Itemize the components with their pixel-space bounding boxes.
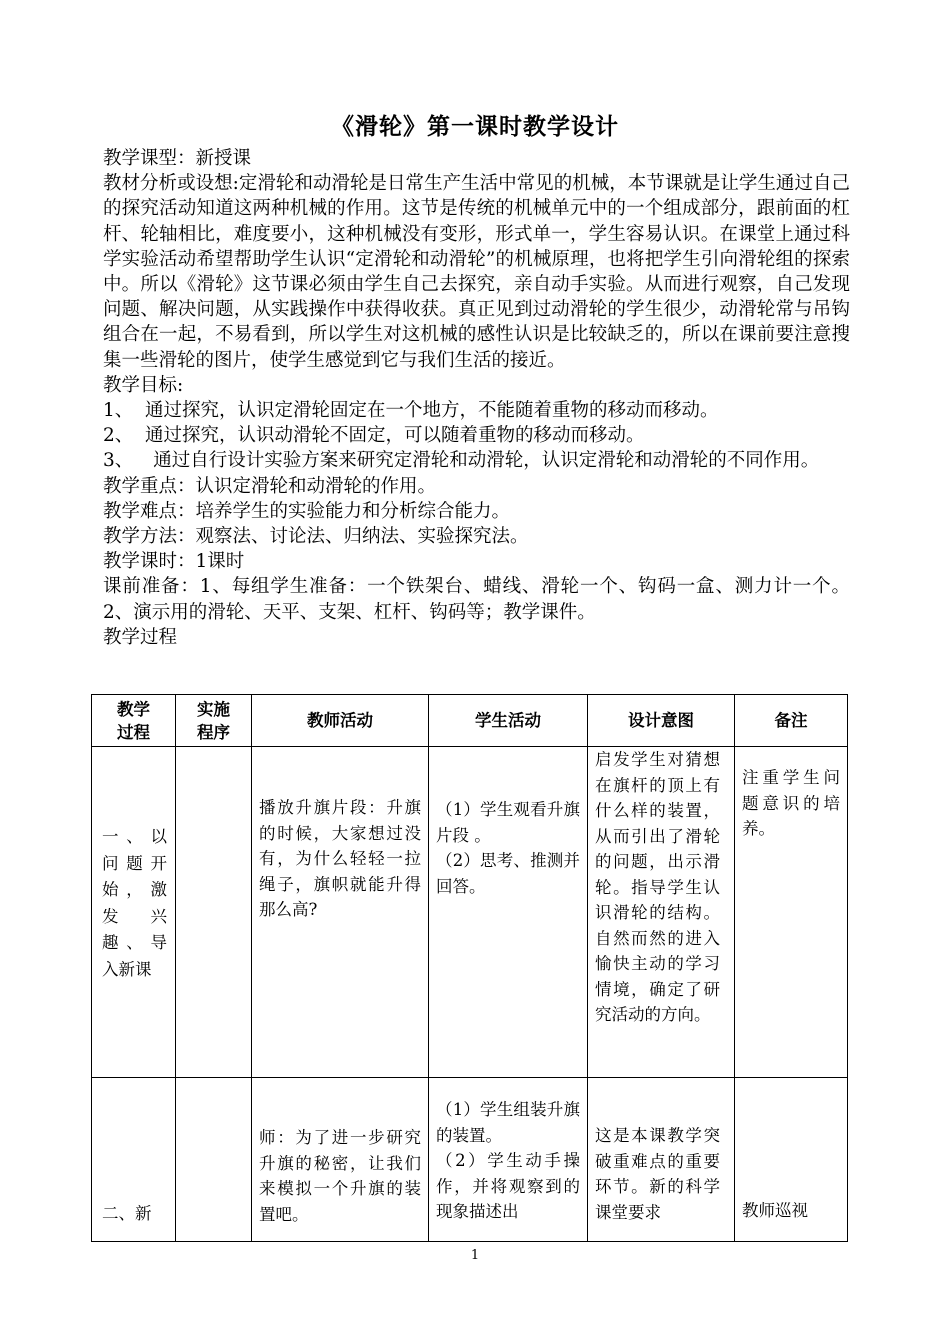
- objective-number: 3、: [103, 450, 134, 472]
- table-row: [92, 1078, 848, 1242]
- header-student-activity: 学生活动: [429, 695, 588, 747]
- objective-item: [103, 448, 850, 473]
- objective-text: 通过探究，认识定滑轮固定在一个地方，不能随着重物的移动而移动。: [145, 400, 719, 422]
- header-stage: 教学过程: [92, 695, 176, 747]
- teaching-hours: 教学课时：1课时: [103, 551, 245, 573]
- objective-text: 通过自行设计实验方案来研究定滑轮和动滑轮，认识定滑轮和动滑轮的不同作用。: [153, 450, 820, 472]
- teaching-process-table: [91, 694, 848, 1242]
- student-activity-cell: （1）学生观看升旗片段 。 （2）思考、推测并回答。: [429, 747, 588, 1078]
- header-teacher-activity: 教师活动: [252, 695, 429, 747]
- table-row: [92, 747, 848, 1078]
- procedure-cell: [176, 1078, 252, 1242]
- stage-cell: 二、新: [92, 1078, 176, 1242]
- teacher-activity-cell: 播放升旗片段：升旗的时候，大家想过没有，为什么轻轻一拉绳子，旗帜就能升得那么高?: [252, 747, 429, 1078]
- analysis-paragraph: 教材分析或设想:定滑轮和动滑轮是日常生产生活中常见的机械，本节课就是让学生通过自己的探究活动知道这两种机械的作用。这节是传统的机械单元中的一个组成部分，跟前面的杠杆、轮轴相比，难度要小，这种机械没有变形，形式单一，学生容易认识。在课堂上通过科学实验活动希望帮助学生认识“定滑轮和动滑轮”的机械原理，也将把学生引向滑轮组的探索中。所以《滑轮》这节课必须由学生自己去探究，亲自动手实验。从而进行观察，自己发现问题、解决问题，从实践操作中获得收获。真正见到过动滑轮的学生很少，动滑轮常与吊钩组合在一起，不易看到，所以学生对这机械的感性认识是比较缺乏的，所以在课前要注意搜集一些滑轮的图片，使学生感觉到它与我们生活的接近。: [103, 173, 850, 371]
- design-intent-cell: 启发学生对猜想在旗杆的顶上有什么样的装置，从而引出了滑轮的问题，出示滑轮。指导学生认识滑轮的结构。自然而然的进入愉快主动的学习情境，确定了研究活动的方向。: [588, 747, 735, 1078]
- document-body: [103, 146, 850, 650]
- procedure-cell: [176, 747, 252, 1078]
- lesson-type: 教学课型：新授课: [103, 148, 252, 169]
- header-design-intent: 设计意图: [588, 695, 735, 747]
- objective-number: 2、: [103, 425, 134, 447]
- header-procedure: 实施程序: [176, 695, 252, 747]
- note-cell: 注重学生问题意识的培养。: [735, 747, 848, 1078]
- objectives-heading: 教学目标:: [103, 374, 184, 396]
- teacher-activity-cell: 师：为了进一步研究升旗的秘密，让我们来模拟一个升旗的装置吧。: [252, 1078, 429, 1242]
- header-note: 备注: [735, 695, 848, 747]
- page-number: 1: [470, 1248, 480, 1263]
- document-title: 《滑轮》第一课时教学设计: [331, 113, 619, 140]
- objective-item: [103, 423, 850, 448]
- objective-item: [103, 398, 850, 423]
- design-intent-cell: 这是本课教学突破重难点的重要环节。新的科学课堂要求: [588, 1078, 735, 1242]
- preparation: 课前准备：1、每组学生准备：一个铁架台、蜡线、滑轮一个、钩码一盒、测力计一个。 2、演示用的滑轮、天平、支架、杠杆、钩码等；教学课件。: [103, 576, 850, 623]
- stage-cell: 一、以问题开始，激发兴趣、导入新课: [92, 747, 176, 1078]
- process-heading: 教学过程: [103, 626, 178, 648]
- key-point: 教学重点：认识定滑轮和动滑轮的作用。: [103, 475, 437, 497]
- teaching-difficulty: 教学难点：培养学生的实验能力和分析综合能力。: [103, 500, 511, 522]
- note-cell: 教师巡视: [735, 1078, 848, 1242]
- objective-number: 1、: [103, 400, 134, 422]
- student-activity-cell: （1）学生组装升旗的装置。 （2）学生动手操作，并将观察到的现象描述出: [429, 1078, 588, 1242]
- table-header-row: [92, 695, 848, 747]
- objective-text: 通过探究，认识动滑轮不固定，可以随着重物的移动而移动。: [145, 425, 645, 447]
- teaching-methods: 教学方法：观察法、讨论法、归纳法、实验探究法。: [103, 526, 529, 548]
